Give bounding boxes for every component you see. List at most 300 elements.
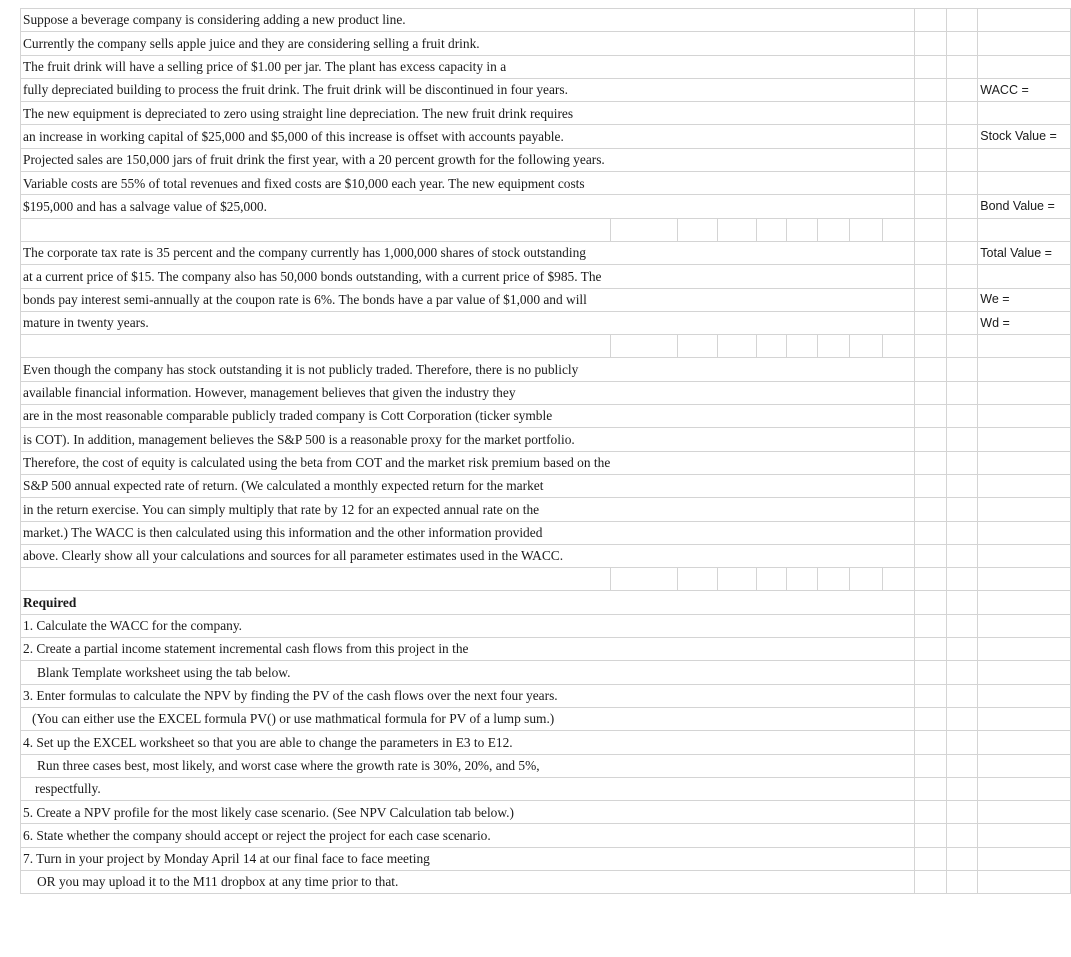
grid-cell[interactable] [883,428,914,451]
problem-text-cell[interactable]: fully depreciated building to process the fruit drink. The fruit drink will be discontinued in four years. [21,78,611,101]
grid-cell[interactable] [678,9,718,32]
grid-cell[interactable] [611,498,678,521]
grid-cell[interactable] [978,32,1071,55]
grid-cell[interactable] [883,777,914,800]
grid-cell[interactable] [787,731,818,754]
label-wacc[interactable]: WACC = [978,78,1071,101]
grid-cell[interactable] [818,451,850,474]
grid-cell[interactable] [787,614,818,637]
grid-cell[interactable] [850,241,883,264]
grid-cell[interactable] [914,102,946,125]
grid-cell[interactable] [611,9,678,32]
problem-text-cell[interactable]: above. Clearly show all your calculations and sources for all parameter estimates used in the WACC. [21,544,611,567]
grid-cell[interactable] [787,801,818,824]
grid-cell[interactable] [787,32,818,55]
grid-cell[interactable] [818,824,850,847]
grid-cell[interactable] [678,405,718,428]
grid-cell[interactable] [757,777,787,800]
grid-cell[interactable] [850,568,883,591]
grid-cell[interactable] [978,498,1071,521]
grid-cell[interactable] [850,288,883,311]
grid-cell[interactable] [818,591,850,614]
problem-text-cell[interactable]: respectfully. [21,777,611,800]
grid-cell[interactable] [978,684,1071,707]
grid-cell[interactable] [757,428,787,451]
grid-cell[interactable] [914,824,946,847]
grid-cell[interactable] [678,684,718,707]
grid-cell[interactable] [717,544,757,567]
grid-cell[interactable] [914,148,946,171]
grid-cell[interactable] [818,358,850,381]
grid-cell[interactable] [883,474,914,497]
grid-cell[interactable] [611,288,678,311]
grid-cell[interactable] [946,32,978,55]
grid-cell[interactable] [757,544,787,567]
grid-cell[interactable] [883,241,914,264]
grid-cell[interactable] [883,707,914,730]
problem-text-cell[interactable]: in the return exercise. You can simply multiply that rate by 12 for an expected annual rate on the [21,498,611,521]
grid-cell[interactable] [850,428,883,451]
grid-cell[interactable] [818,731,850,754]
grid-cell[interactable] [883,195,914,218]
grid-cell[interactable] [717,614,757,637]
problem-text-cell[interactable]: Blank Template worksheet using the tab below. [21,661,611,684]
grid-cell[interactable] [787,824,818,847]
grid-cell[interactable] [978,521,1071,544]
grid-cell[interactable] [717,148,757,171]
grid-cell[interactable] [717,288,757,311]
grid-cell[interactable] [678,824,718,847]
grid-cell[interactable] [678,381,718,404]
grid-cell[interactable] [717,265,757,288]
problem-text-cell[interactable]: 7. Turn in your project by Monday April 14 at our final face to face meeting [21,847,611,870]
grid-cell[interactable] [717,172,757,195]
grid-cell[interactable] [611,661,678,684]
grid-cell[interactable] [818,32,850,55]
grid-cell[interactable] [818,335,850,358]
grid-cell[interactable] [757,801,787,824]
grid-cell[interactable] [757,241,787,264]
grid-cell[interactable] [787,55,818,78]
grid-cell[interactable] [883,731,914,754]
grid-cell[interactable] [883,102,914,125]
grid-cell[interactable] [678,428,718,451]
grid-cell[interactable] [883,311,914,334]
grid-cell[interactable] [611,544,678,567]
problem-text-cell[interactable]: 1. Calculate the WACC for the company. [21,614,611,637]
grid-cell[interactable] [883,498,914,521]
grid-cell[interactable] [850,311,883,334]
grid-cell[interactable] [757,358,787,381]
grid-cell[interactable] [946,591,978,614]
grid-cell[interactable] [850,381,883,404]
grid-cell[interactable] [850,451,883,474]
problem-text-cell[interactable]: an increase in working capital of $25,000 and $5,000 of this increase is offset with accounts payable. [21,125,611,148]
grid-cell[interactable] [717,754,757,777]
grid-cell[interactable] [850,195,883,218]
grid-cell[interactable] [611,311,678,334]
problem-text-cell[interactable]: Therefore, the cost of equity is calculated using the beta from COT and the market risk premium based on the [21,451,611,474]
grid-cell[interactable] [978,801,1071,824]
grid-cell[interactable] [883,78,914,101]
grid-cell[interactable] [883,288,914,311]
grid-cell[interactable] [757,265,787,288]
grid-cell[interactable] [914,405,946,428]
grid-cell[interactable] [978,847,1071,870]
problem-text-cell[interactable]: 6. State whether the company should accept or reject the project for each case scenario. [21,824,611,847]
grid-cell[interactable] [978,591,1071,614]
grid-cell[interactable] [678,847,718,870]
grid-cell[interactable] [850,824,883,847]
grid-cell[interactable] [717,684,757,707]
grid-cell[interactable] [914,265,946,288]
grid-cell[interactable] [818,381,850,404]
grid-cell[interactable] [717,241,757,264]
grid-cell[interactable] [946,335,978,358]
grid-cell[interactable] [787,358,818,381]
grid-cell[interactable] [717,78,757,101]
grid-cell[interactable] [757,498,787,521]
grid-cell[interactable] [946,311,978,334]
grid-cell[interactable] [678,172,718,195]
grid-cell[interactable] [787,777,818,800]
grid-cell[interactable] [757,288,787,311]
grid-cell[interactable] [978,335,1071,358]
grid-cell[interactable] [678,55,718,78]
grid-cell[interactable] [978,148,1071,171]
grid-cell[interactable] [850,172,883,195]
grid-cell[interactable] [978,661,1071,684]
grid-cell[interactable] [757,684,787,707]
problem-text-cell[interactable]: S&P 500 annual expected rate of return. (We calculated a monthly expected return for the market [21,474,611,497]
grid-cell[interactable] [946,544,978,567]
grid-cell[interactable] [717,125,757,148]
grid-cell[interactable] [678,102,718,125]
grid-cell[interactable] [678,288,718,311]
grid-cell[interactable] [946,801,978,824]
grid-cell[interactable] [611,824,678,847]
grid-cell[interactable] [787,568,818,591]
grid-cell[interactable] [678,265,718,288]
grid-cell[interactable] [678,78,718,101]
grid-cell[interactable] [818,55,850,78]
problem-text-cell[interactable]: available financial information. However, management believes that given the industry they [21,381,611,404]
grid-cell[interactable] [914,218,946,241]
grid-cell[interactable] [678,754,718,777]
grid-cell[interactable] [757,521,787,544]
grid-cell[interactable] [678,358,718,381]
grid-cell[interactable] [914,731,946,754]
grid-cell[interactable] [757,824,787,847]
grid-cell[interactable] [757,78,787,101]
grid-cell[interactable] [946,428,978,451]
problem-text-cell[interactable]: Suppose a beverage company is considering adding a new product line. [21,9,611,32]
grid-cell[interactable] [611,381,678,404]
grid-cell[interactable] [611,78,678,101]
grid-cell[interactable] [611,451,678,474]
grid-cell[interactable] [818,684,850,707]
grid-cell[interactable] [914,9,946,32]
grid-cell[interactable] [757,55,787,78]
grid-cell[interactable] [787,311,818,334]
grid-cell[interactable] [611,870,678,893]
grid-cell[interactable] [717,824,757,847]
grid-cell[interactable] [787,265,818,288]
problem-text-cell[interactable]: Run three cases best, most likely, and worst case where the growth rate is 30%, 20%, and 5%, [21,754,611,777]
grid-cell[interactable] [678,474,718,497]
grid-cell[interactable] [850,801,883,824]
grid-cell[interactable] [787,451,818,474]
grid-cell[interactable] [818,614,850,637]
grid-cell[interactable] [787,474,818,497]
grid-cell[interactable] [678,591,718,614]
grid-cell[interactable] [757,661,787,684]
grid-cell[interactable] [818,172,850,195]
grid-cell[interactable] [946,265,978,288]
grid-cell[interactable] [946,405,978,428]
grid-cell[interactable] [787,195,818,218]
grid-cell[interactable] [717,638,757,661]
grid-cell[interactable] [914,777,946,800]
required-heading[interactable]: Required [21,591,611,614]
grid-cell[interactable] [678,125,718,148]
grid-cell[interactable] [717,707,757,730]
grid-cell[interactable] [787,9,818,32]
grid-cell[interactable] [850,847,883,870]
problem-text-cell[interactable]: The fruit drink will have a selling price of $1.00 per jar. The plant has excess capacity in a [21,55,611,78]
grid-cell[interactable] [883,381,914,404]
grid-cell[interactable] [611,218,678,241]
grid-cell[interactable] [678,568,718,591]
grid-cell[interactable] [757,125,787,148]
grid-cell[interactable] [946,824,978,847]
grid-cell[interactable] [787,754,818,777]
grid-cell[interactable] [757,614,787,637]
grid-cell[interactable] [818,661,850,684]
grid-cell[interactable] [914,661,946,684]
grid-cell[interactable] [757,335,787,358]
grid-cell[interactable] [914,847,946,870]
grid-cell[interactable] [818,265,850,288]
grid-cell[interactable] [946,218,978,241]
grid-cell[interactable] [914,288,946,311]
grid-cell[interactable] [818,405,850,428]
grid-cell[interactable] [978,218,1071,241]
grid-cell[interactable] [678,544,718,567]
grid-cell[interactable] [946,125,978,148]
grid-cell[interactable] [818,544,850,567]
grid-cell[interactable] [818,218,850,241]
grid-cell[interactable] [978,9,1071,32]
grid-cell[interactable] [850,684,883,707]
grid-cell[interactable] [818,474,850,497]
grid-cell[interactable] [757,754,787,777]
grid-cell[interactable] [611,474,678,497]
grid-cell[interactable] [914,870,946,893]
grid-cell[interactable] [850,265,883,288]
problem-text-cell[interactable]: (You can either use the EXCEL formula PV() or use mathmatical formula for PV of a lump sum.) [21,707,611,730]
grid-cell[interactable] [883,824,914,847]
grid-cell[interactable] [818,638,850,661]
grid-cell[interactable] [717,777,757,800]
grid-cell[interactable] [850,777,883,800]
grid-cell[interactable] [978,754,1071,777]
grid-cell[interactable] [978,102,1071,125]
grid-cell[interactable] [818,498,850,521]
grid-cell[interactable] [850,125,883,148]
grid-cell[interactable] [611,614,678,637]
grid-cell[interactable] [978,265,1071,288]
grid-cell[interactable] [717,428,757,451]
grid-cell[interactable] [757,32,787,55]
grid-cell[interactable] [818,311,850,334]
grid-cell[interactable] [611,428,678,451]
grid-cell[interactable] [850,102,883,125]
grid-cell[interactable] [787,847,818,870]
grid-cell[interactable] [787,148,818,171]
grid-cell[interactable] [818,148,850,171]
grid-cell[interactable] [883,684,914,707]
grid-cell[interactable] [946,78,978,101]
grid-cell[interactable] [946,195,978,218]
grid-cell[interactable] [678,521,718,544]
grid-cell[interactable] [757,218,787,241]
grid-cell[interactable] [850,55,883,78]
problem-text-cell[interactable]: at a current price of $15. The company also has 50,000 bonds outstanding, with a current price of $985. The [21,265,611,288]
grid-cell[interactable] [611,32,678,55]
grid-cell[interactable] [611,195,678,218]
grid-cell[interactable] [717,335,757,358]
problem-text-cell[interactable]: Even though the company has stock outstanding it is not publicly traded. Therefore, there is no publicly [21,358,611,381]
grid-cell[interactable] [914,55,946,78]
grid-cell[interactable] [717,9,757,32]
grid-cell[interactable] [818,125,850,148]
grid-cell[interactable] [883,172,914,195]
grid-cell[interactable] [611,405,678,428]
grid-cell[interactable] [946,661,978,684]
grid-cell[interactable] [883,218,914,241]
grid-cell[interactable] [946,498,978,521]
grid-cell[interactable] [611,591,678,614]
grid-cell[interactable] [611,358,678,381]
grid-cell[interactable] [883,614,914,637]
problem-text-cell[interactable]: bonds pay interest semi-annually at the coupon rate is 6%. The bonds have a par value of $1,000 and will [21,288,611,311]
grid-cell[interactable] [946,451,978,474]
grid-cell[interactable] [717,311,757,334]
grid-cell[interactable] [678,777,718,800]
grid-cell[interactable] [883,638,914,661]
grid-cell[interactable] [850,754,883,777]
grid-cell[interactable] [883,358,914,381]
grid-cell[interactable] [787,870,818,893]
grid-cell[interactable] [787,661,818,684]
problem-text-cell[interactable]: Variable costs are 55% of total revenues and fixed costs are $10,000 each year. The new equipment costs [21,172,611,195]
grid-cell[interactable] [611,241,678,264]
grid-cell[interactable] [717,870,757,893]
grid-cell[interactable] [914,358,946,381]
grid-cell[interactable] [850,498,883,521]
grid-cell[interactable] [946,638,978,661]
grid-cell[interactable] [787,218,818,241]
grid-cell[interactable] [678,498,718,521]
grid-cell[interactable] [914,591,946,614]
grid-cell[interactable] [787,498,818,521]
grid-cell[interactable] [883,125,914,148]
grid-cell[interactable] [757,9,787,32]
grid-cell[interactable] [883,568,914,591]
grid-cell[interactable] [678,195,718,218]
grid-cell[interactable] [818,870,850,893]
grid-cell[interactable] [946,148,978,171]
grid-cell[interactable] [914,568,946,591]
grid-cell[interactable] [850,731,883,754]
grid-cell[interactable] [717,661,757,684]
grid-cell[interactable] [850,358,883,381]
grid-cell[interactable] [717,474,757,497]
grid-cell[interactable] [978,824,1071,847]
grid-cell[interactable] [946,707,978,730]
grid-cell[interactable] [787,381,818,404]
label-bond-value[interactable]: Bond Value = [978,195,1071,218]
grid-cell[interactable] [818,78,850,101]
grid-cell[interactable] [787,78,818,101]
grid-cell[interactable] [914,428,946,451]
grid-cell[interactable] [611,847,678,870]
grid-cell[interactable] [611,777,678,800]
grid-cell[interactable] [787,684,818,707]
grid-cell[interactable] [611,684,678,707]
grid-cell[interactable] [678,801,718,824]
grid-cell[interactable] [678,311,718,334]
grid-cell[interactable] [914,684,946,707]
grid-cell[interactable] [914,78,946,101]
grid-cell[interactable] [818,801,850,824]
grid-cell[interactable] [883,55,914,78]
grid-cell[interactable] [717,358,757,381]
grid-cell[interactable] [787,428,818,451]
grid-cell[interactable] [850,335,883,358]
grid-cell[interactable] [946,847,978,870]
grid-cell[interactable] [978,451,1071,474]
grid-cell[interactable] [978,870,1071,893]
problem-text-cell[interactable]: mature in twenty years. [21,311,611,334]
grid-cell[interactable] [914,241,946,264]
grid-cell[interactable] [914,32,946,55]
grid-cell[interactable] [787,638,818,661]
grid-cell[interactable] [883,148,914,171]
grid-cell[interactable] [678,707,718,730]
grid-cell[interactable] [818,521,850,544]
grid-cell[interactable] [787,102,818,125]
grid-cell[interactable] [850,661,883,684]
grid-cell[interactable] [678,638,718,661]
grid-cell[interactable] [946,568,978,591]
grid-cell[interactable] [946,358,978,381]
grid-cell[interactable] [978,474,1071,497]
label-we[interactable]: We = [978,288,1071,311]
grid-cell[interactable] [757,451,787,474]
grid-cell[interactable] [850,707,883,730]
problem-text-cell[interactable] [21,335,611,358]
grid-cell[interactable] [717,32,757,55]
grid-cell[interactable] [757,731,787,754]
grid-cell[interactable] [978,381,1071,404]
grid-cell[interactable] [914,498,946,521]
label-wd[interactable]: Wd = [978,311,1071,334]
label-total-value[interactable]: Total Value = [978,241,1071,264]
grid-cell[interactable] [678,32,718,55]
grid-cell[interactable] [850,544,883,567]
